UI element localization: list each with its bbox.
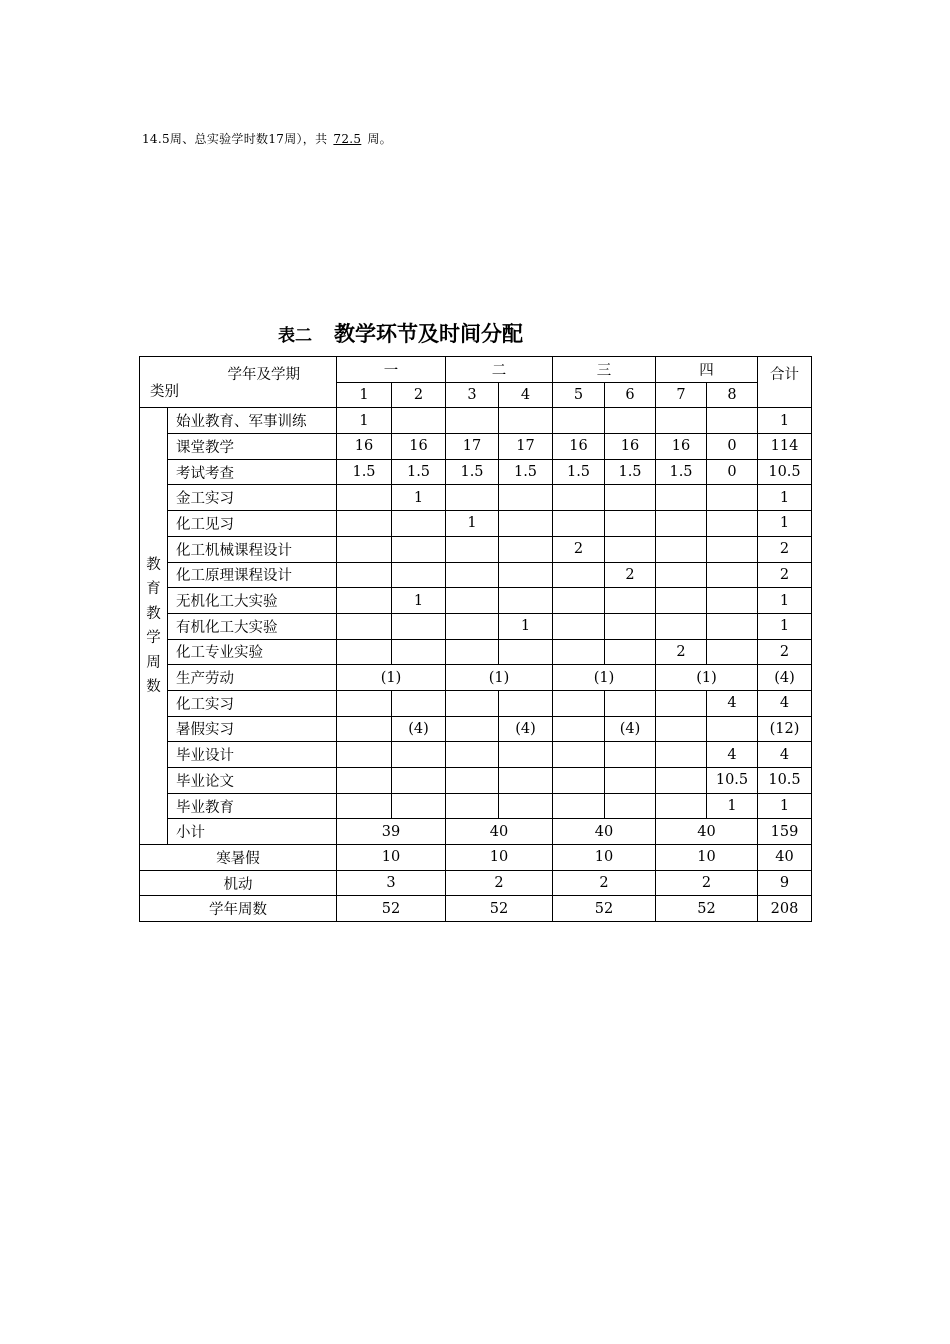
term-value-cell: (4) [605,716,656,742]
row-total-cell: 1 [758,588,812,614]
term-value-cell: 1.5 [605,459,656,485]
intro-text [142,130,392,147]
term-value-cell: 16 [337,434,392,460]
term-value-cell [656,613,707,639]
term-value-cell [553,793,605,819]
term-value-cell [337,511,392,537]
term-value-cell [337,639,392,665]
total-header: 合计 [758,357,812,408]
row-label: 毕业教育 [168,793,337,819]
term-value-cell [446,408,499,434]
year-value-cell: 52 [446,896,553,922]
row-total-cell: 4 [758,742,812,768]
term-value-cell [392,511,446,537]
table-row [140,742,812,768]
term-value-cell: 1 [707,793,758,819]
row-total-cell: 1 [758,511,812,537]
term-value-cell [605,768,656,794]
term-value-cell [337,588,392,614]
term-value-cell [446,690,499,716]
term-value-cell [446,613,499,639]
row-label: 考试考查 [168,459,337,485]
table-row [140,434,812,460]
schedule-table [139,356,812,922]
year-value-cell: 40 [656,819,758,845]
term-value-cell [707,562,758,588]
summary-row [140,870,812,896]
term-value-cell [446,639,499,665]
term-value-cell [446,716,499,742]
row-total-cell: 208 [758,896,812,922]
row-total-cell: (12) [758,716,812,742]
term-value-cell: 1.5 [337,459,392,485]
header-term-label: 学年及学期 [227,367,300,383]
term-value-cell [499,768,553,794]
row-label: 无机化工大实验 [168,588,337,614]
row-label: 化工专业实验 [168,639,337,665]
term-value-cell [553,768,605,794]
term-value-cell [499,639,553,665]
term-value-cell [605,485,656,511]
table-row [140,639,812,665]
table-row [140,459,812,485]
term-value-cell [707,588,758,614]
term-value-cell: 1 [446,511,499,537]
term-value-cell: 0 [707,459,758,485]
term-value-cell [392,408,446,434]
year-2-header: 二 [446,357,553,383]
term-value-cell [656,716,707,742]
table-row [140,485,812,511]
row-total-cell: 4 [758,690,812,716]
term-value-cell: 16 [656,434,707,460]
term-value-cell [446,768,499,794]
group-label-char: 育 [146,581,161,598]
summary-row [140,845,812,871]
row-total-cell: 1 [758,485,812,511]
term-value-cell [707,511,758,537]
group-label-char: 学 [146,630,161,647]
term-value-cell [337,690,392,716]
term-value-cell [392,742,446,768]
term-value-cell: 2 [553,536,605,562]
row-label: 始业教育、军事训练 [168,408,337,434]
row-total-cell: 9 [758,870,812,896]
term-value-cell: (4) [392,716,446,742]
table-row [140,588,812,614]
term-value-cell [499,536,553,562]
term-value-cell [446,588,499,614]
term-header: 3 [446,382,499,408]
year-4-header: 四 [656,357,758,383]
year-value-cell: 3 [337,870,446,896]
year-value-cell: 52 [553,896,656,922]
term-value-cell [337,716,392,742]
term-value-cell [499,562,553,588]
term-value-cell: 17 [446,434,499,460]
row-total-cell: 159 [758,819,812,845]
table-row [140,408,812,434]
term-value-cell: 1.5 [446,459,499,485]
term-value-cell [392,562,446,588]
term-value-cell [656,562,707,588]
term-value-cell [553,742,605,768]
term-value-cell: (4) [499,716,553,742]
table-row [140,819,812,845]
term-value-cell [337,742,392,768]
term-header: 8 [707,382,758,408]
table-row [140,690,812,716]
term-value-cell [605,408,656,434]
table-row [140,716,812,742]
term-value-cell: 4 [707,690,758,716]
term-value-cell [499,511,553,537]
term-value-cell [707,639,758,665]
row-total-cell: 114 [758,434,812,460]
term-value-cell [605,536,656,562]
term-value-cell [707,716,758,742]
term-value-cell [656,742,707,768]
table-row [140,536,812,562]
row-label: 小计 [168,819,337,845]
year-value-cell: 10 [337,845,446,871]
term-value-cell [337,536,392,562]
term-value-cell: 16 [553,434,605,460]
term-value-cell [392,639,446,665]
group-label-char: 数 [146,679,161,696]
year-value-cell: 52 [656,896,758,922]
term-value-cell: 1 [392,588,446,614]
term-value-cell [553,716,605,742]
row-label: 暑假实习 [168,716,337,742]
term-value-cell [392,793,446,819]
term-value-cell [656,536,707,562]
intro-after: 周。 [367,132,392,146]
row-total-cell: 1 [758,408,812,434]
term-value-cell [446,742,499,768]
term-value-cell [656,408,707,434]
row-total-cell: 1 [758,613,812,639]
term-value-cell [499,588,553,614]
term-value-cell [337,613,392,639]
term-value-cell [605,613,656,639]
year-value-cell: (1) [553,665,656,691]
term-value-cell [656,690,707,716]
row-label: 生产劳动 [168,665,337,691]
year-value-cell: 2 [553,870,656,896]
term-value-cell [499,793,553,819]
term-value-cell [605,639,656,665]
row-total-cell: 10.5 [758,459,812,485]
term-value-cell [605,511,656,537]
term-value-cell: 0 [707,434,758,460]
term-value-cell [392,536,446,562]
term-value-cell: 16 [605,434,656,460]
summary-row-label: 寒暑假 [140,845,337,871]
group-label [140,408,168,845]
row-total-cell: 40 [758,845,812,871]
term-value-cell [392,613,446,639]
header-category-label: 类别 [150,384,179,401]
year-value-cell: 39 [337,819,446,845]
term-value-cell [656,511,707,537]
term-value-cell [446,793,499,819]
summary-row-label: 学年周数 [140,896,337,922]
term-header: 1 [337,382,392,408]
year-value-cell: 10 [656,845,758,871]
row-label: 化工见习 [168,511,337,537]
term-header: 5 [553,382,605,408]
term-value-cell [337,793,392,819]
term-value-cell [337,562,392,588]
row-label: 毕业论文 [168,768,337,794]
term-header: 4 [499,382,553,408]
row-total-cell: 1 [758,793,812,819]
term-value-cell [656,793,707,819]
term-value-cell [605,690,656,716]
term-header: 2 [392,382,446,408]
term-value-cell [553,639,605,665]
term-value-cell [392,768,446,794]
row-label: 毕业设计 [168,742,337,768]
term-value-cell: 16 [392,434,446,460]
term-value-cell: 1 [499,613,553,639]
year-value-cell: 10 [446,845,553,871]
summary-row-label: 机动 [140,870,337,896]
term-value-cell: 10.5 [707,768,758,794]
term-value-cell [392,690,446,716]
year-value-cell: (1) [337,665,446,691]
term-header: 6 [605,382,656,408]
term-value-cell: 2 [605,562,656,588]
term-value-cell [337,768,392,794]
term-value-cell [553,562,605,588]
summary-row [140,896,812,922]
year-1-header: 一 [337,357,446,383]
year-value-cell: 40 [446,819,553,845]
year-value-cell: 40 [553,819,656,845]
term-value-cell [605,588,656,614]
term-value-cell [499,485,553,511]
table-row [140,511,812,537]
term-value-cell [656,485,707,511]
row-label: 化工原理课程设计 [168,562,337,588]
row-total-cell: 2 [758,639,812,665]
year-value-cell: 52 [337,896,446,922]
term-value-cell [707,536,758,562]
term-value-cell [446,536,499,562]
term-value-cell: 1.5 [553,459,605,485]
year-value-cell: 2 [446,870,553,896]
term-value-cell [553,511,605,537]
row-total-cell: 10.5 [758,768,812,794]
term-value-cell [707,485,758,511]
term-value-cell: 1 [337,408,392,434]
term-value-cell: 17 [499,434,553,460]
term-value-cell [707,613,758,639]
term-value-cell [499,742,553,768]
total-weeks-value: 72.5 [333,132,362,146]
term-header: 7 [656,382,707,408]
row-label: 化工机械课程设计 [168,536,337,562]
term-value-cell [337,485,392,511]
term-value-cell [605,793,656,819]
table-title-text: 教学环节及时间分配 [334,322,523,346]
group-label-char: 教 [146,556,161,573]
intro-before: 14.5周、总实验学时数17周），共 [142,132,328,146]
term-value-cell [446,562,499,588]
table-row [140,562,812,588]
table-row [140,665,812,691]
year-value-cell: 2 [656,870,758,896]
row-label: 有机化工大实验 [168,613,337,639]
row-label: 化工实习 [168,690,337,716]
term-value-cell: 2 [656,639,707,665]
group-label-char: 周 [146,654,161,671]
table-row [140,613,812,639]
header-row-years [140,357,812,383]
term-value-cell [553,408,605,434]
header-corner [140,357,337,408]
table-title-label: 表二 [278,326,312,346]
row-label: 金工实习 [168,485,337,511]
group-label-char: 教 [146,605,161,622]
row-label: 课堂教学 [168,434,337,460]
row-total-cell: (4) [758,665,812,691]
term-value-cell [707,408,758,434]
term-value-cell: 1.5 [656,459,707,485]
term-value-cell [605,742,656,768]
term-value-cell: 1.5 [392,459,446,485]
table-title [278,318,523,348]
table-row [140,768,812,794]
term-value-cell: 4 [707,742,758,768]
year-value-cell: 10 [553,845,656,871]
year-value-cell: (1) [656,665,758,691]
term-value-cell [553,690,605,716]
term-value-cell: 1 [392,485,446,511]
term-value-cell [553,485,605,511]
table-row [140,793,812,819]
term-value-cell [553,588,605,614]
term-value-cell [553,613,605,639]
row-total-cell: 2 [758,536,812,562]
term-value-cell [656,768,707,794]
term-value-cell [446,485,499,511]
term-value-cell [499,408,553,434]
year-3-header: 三 [553,357,656,383]
term-value-cell [499,690,553,716]
row-total-cell: 2 [758,562,812,588]
year-value-cell: (1) [446,665,553,691]
term-value-cell [656,588,707,614]
term-value-cell: 1.5 [499,459,553,485]
